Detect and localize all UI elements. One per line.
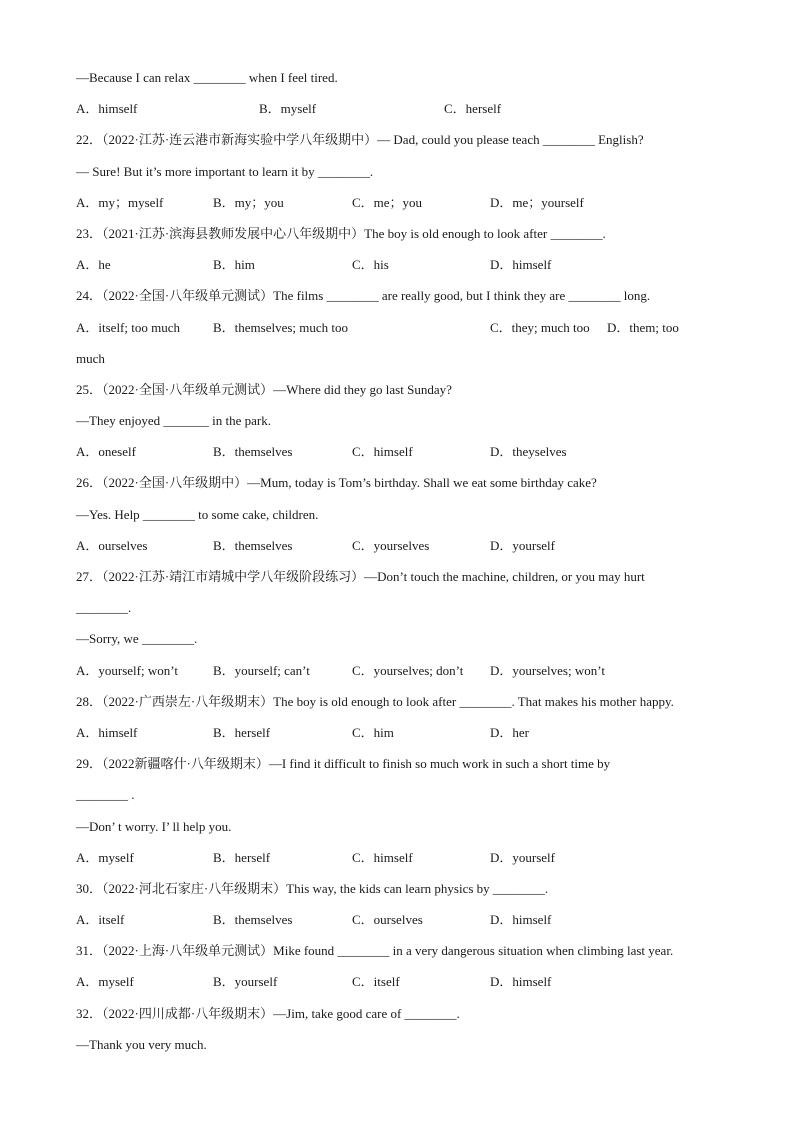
question-stem: 26．（2022·全国·八年级期中）—Mum, today is Tom’s birthday. Shall we eat some birthday cake?	[76, 475, 597, 491]
answer-option: D．yourselves; won’t	[490, 662, 605, 678]
answer-option: B．herself	[213, 724, 271, 740]
answer-option: B．myself	[259, 101, 317, 117]
question-stem: 25．（2022·全国·八年级单元测试）—Where did they go last Sunday?	[76, 381, 452, 397]
answer-option: B．him	[213, 257, 255, 273]
answer-options-row	[76, 655, 736, 686]
answer-option: C．herself	[444, 101, 502, 117]
answer-options-row	[76, 530, 736, 561]
answer-options-row	[76, 717, 736, 748]
answer-option: C．me；you	[352, 194, 423, 210]
answer-option: C．himself	[352, 444, 413, 460]
answer-options-row	[76, 187, 736, 218]
answer-option: D．himself	[490, 974, 552, 990]
question-line: —Don’ t worry. I’ ll help you.	[76, 818, 232, 834]
answer-option: D．yourself	[490, 849, 555, 865]
answer-option: A．yourself; won’t	[76, 662, 178, 678]
answer-option: A．itself	[76, 912, 125, 928]
answer-option: A．my；myself	[76, 194, 164, 210]
question-stem: 24．（2022·全国·八年级单元测试）The films ________ are really good, but I think they are ________ long.	[76, 288, 651, 304]
answer-option: B．themselves	[213, 444, 293, 460]
answer-option: A．himself	[76, 101, 138, 117]
answer-option: B．themselves	[213, 912, 293, 928]
answer-options-row	[76, 842, 736, 873]
question-line: — Sure! But it’s more important to learn it by ________.	[76, 163, 374, 179]
answer-option: A．myself	[76, 974, 134, 990]
question-line: ________.	[76, 600, 132, 616]
answer-option: A．oneself	[76, 444, 136, 460]
answer-option: D．her	[490, 724, 529, 740]
answer-option: C．itself	[352, 974, 400, 990]
answer-option: B．yourself	[213, 974, 278, 990]
question-line: —They enjoyed _______ in the park.	[76, 413, 271, 429]
question-line: —Thank you very much.	[76, 1036, 207, 1052]
question-line: —Sorry, we ________.	[76, 631, 198, 647]
question-line: ________ .	[76, 787, 135, 803]
answer-options-row	[76, 904, 736, 935]
question-stem: 27．（2022·江苏·靖江市靖城中学八年级阶段练习）—Don’t touch the machine, children, or you may hurt	[76, 569, 645, 584]
question-stem: 23．（2021·江苏·滨海县教师发展中心八年级期中）The boy is old enough to look after ________.	[76, 225, 606, 241]
answer-option: A．himself	[76, 724, 138, 740]
answer-options-row	[76, 312, 736, 343]
answer-option: A．itself; too much	[76, 319, 180, 335]
answer-option: A．myself	[76, 849, 134, 865]
answer-option: D．theyselves	[490, 444, 567, 460]
answer-option: A．ourselves	[76, 537, 148, 553]
answer-option: D．himself	[490, 257, 552, 273]
question-line: —Yes. Help ________ to some cake, children.	[76, 506, 319, 522]
answer-option: B．themselves	[213, 537, 293, 553]
question-stem: 31．（2022·上海·八年级单元测试）Mike found ________ in a very dangerous situation when climbing last year.	[76, 943, 674, 959]
question-stem: 28．（2022·广西崇左·八年级期末）The boy is old enough to look after ________. That makes his mother happy.	[76, 693, 674, 709]
answer-option: C．ourselves	[352, 912, 423, 928]
answer-options-row	[76, 966, 736, 997]
answer-option: D．himself	[490, 912, 552, 928]
question-line: —Because I can relax ________ when I feel tired.	[76, 70, 338, 85]
answer-option: C．his	[352, 257, 389, 273]
answer-option: B．yourself; can’t	[213, 662, 310, 678]
answer-options-row	[76, 93, 736, 124]
question-stem: 30．（2022·河北石家庄·八年级期末）This way, the kids can learn physics by ________.	[76, 880, 549, 896]
exercise-page	[76, 62, 736, 1060]
answer-option: D．me；yourself	[490, 194, 584, 210]
question-stem: 32．（2022·四川成都·八年级期末）—Jim, take good care of ________.	[76, 1005, 460, 1021]
answer-options-row	[76, 249, 736, 280]
answer-option: C．him	[352, 724, 394, 740]
answer-option: A．he	[76, 257, 111, 273]
question-stem: 29．（2022新疆喀什·八年级期末）—I find it difficult to finish so much work in such a short time by	[76, 756, 611, 772]
answer-option: C．himself	[352, 849, 413, 865]
answer-options-row	[76, 436, 736, 467]
answer-option: B．my；you	[213, 194, 284, 210]
answer-option: C．yourselves	[352, 537, 430, 553]
answer-option: C．they; much too	[490, 319, 590, 335]
answer-option: D．yourself	[490, 537, 555, 553]
answer-option: D．them; too	[607, 319, 679, 335]
question-stem: 22．（2022·江苏·连云港市新海实验中学八年级期中）— Dad, could you please teach ________ English?	[76, 132, 644, 148]
answer-option: B．herself	[213, 849, 271, 865]
question-line: much	[76, 350, 105, 366]
answer-option: C．yourselves; don’t	[352, 662, 464, 678]
answer-option: B．themselves; much too	[213, 319, 349, 335]
